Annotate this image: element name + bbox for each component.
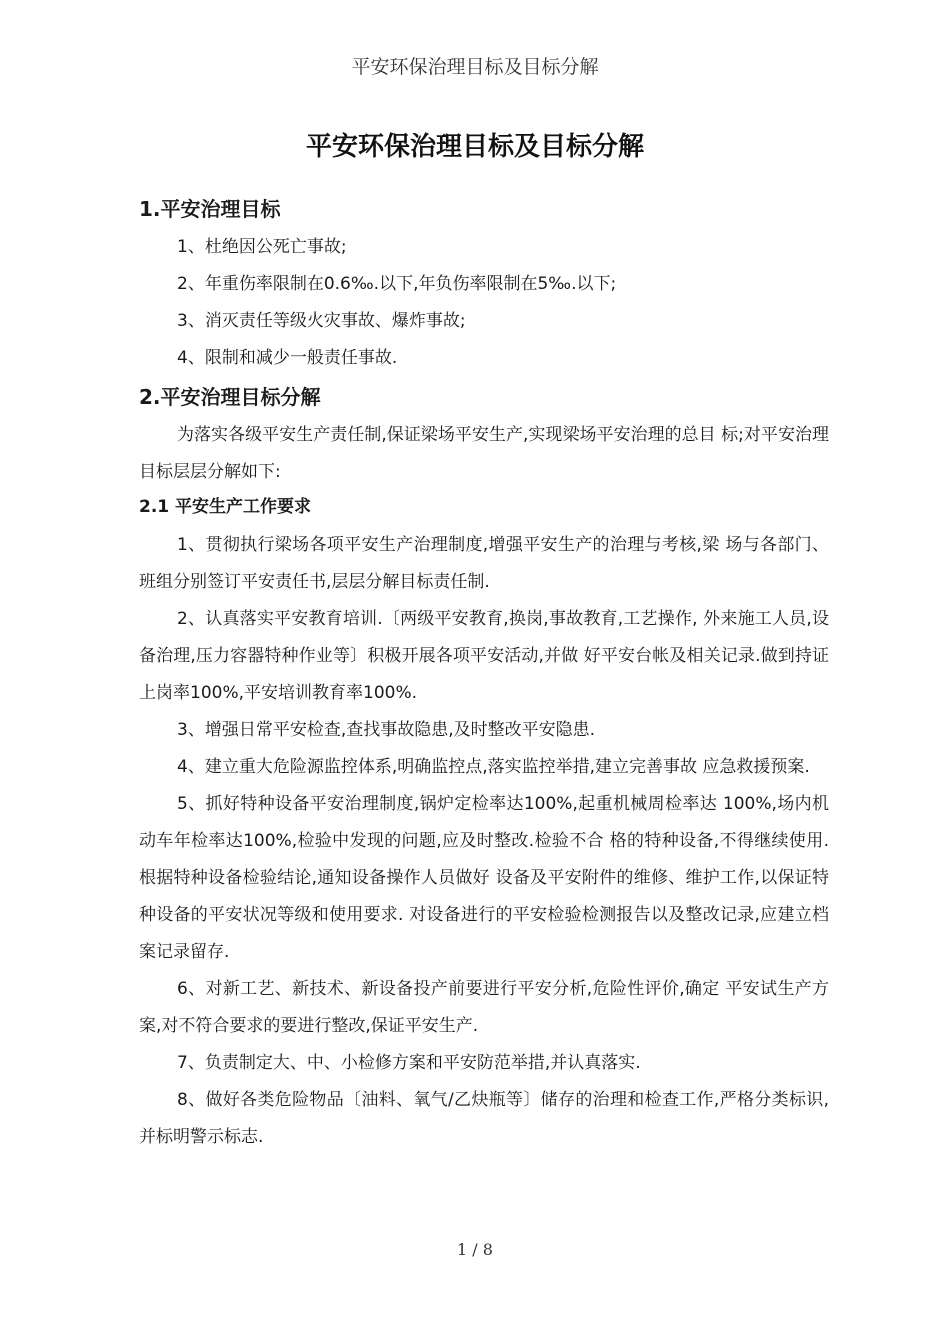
- document-title: 平安环保治理目标及目标分解: [305, 132, 644, 162]
- requirement-paragraph: 3、增强日常平安检查,查找事故隐患,及时整改平安隐患.: [177, 720, 596, 740]
- requirement-paragraph: 8、做好各类危险物品〔油料、氧气/乙炔瓶等〕储存的治理和检查工作,严格分类标识,并标明警示标志.: [139, 1090, 829, 1147]
- requirement-paragraph: 7、负责制定大、中、小检修方案和平安防范举措,并认真落实.: [177, 1053, 641, 1073]
- requirement-paragraph: 6、对新工艺、新技术、新设备投产前要进行平安分析,危险性评价,确定 平安试生产方案,对不符合要求的要进行整改,保证平安生产.: [139, 979, 829, 1036]
- running-header: 平安环保治理目标及目标分解: [351, 56, 599, 78]
- page-number: 1 / 8: [457, 1240, 493, 1259]
- requirement-paragraph: 2、认真落实平安教育培训.〔两级平安教育,换岗,事故教育,工艺操作, 外来施工人员,设备治理,压力容器特种作业等〕积极开展各项平安活动,并做 好平安台帐及相关记录.做到持证上岗率100%,平安培训教育率100%.: [139, 609, 829, 703]
- section-2-heading: 2.平安治理目标分解: [139, 385, 321, 409]
- section-1-heading: 1.平安治理目标: [139, 197, 281, 221]
- requirement-paragraph: 4、建立重大危险源监控体系,明确监控点,落实监控举措,建立完善事故 应急救援预案.: [177, 757, 810, 777]
- document-body: [139, 193, 829, 1156]
- subsection-2-1-heading: 2.1 平安生产工作要求: [139, 497, 312, 517]
- target-item: 2、年重伤率限制在0.6‰.以下,年负伤率限制在5‰.以下;: [177, 274, 617, 294]
- requirement-paragraph: 1、贯彻执行梁场各项平安生产治理制度,增强平安生产的治理与考核,梁 场与各部门、班组分别签订平安责任书,层层分解目标责任制.: [139, 535, 829, 592]
- target-item: 1、杜绝因公死亡事故;: [177, 237, 347, 257]
- requirement-paragraph: 5、抓好特种设备平安治理制度,锅炉定检率达100%,起重机械周检率达 100%,场内机动车年检率达100%,检验中发现的问题,应及时整改.检验不合 格的特种设备,不得继续使用.根据特种设备检验结论,通知设备操作人员做好 设备及平安附件的维修、维护工作,以保证特种设备的平安状况等级和使用要求. 对设备进行的平安检验检测报告以及整改记录,应建立档案记录留存.: [139, 794, 829, 962]
- target-item: 3、消灭责任等级火灾事故、爆炸事故;: [177, 311, 466, 331]
- target-item: 4、限制和减少一般责任事故.: [177, 348, 398, 368]
- section-2-intro: 为落实各级平安生产责任制,保证梁场平安生产,实现梁场平安治理的总目 标;对平安治理目标层层分解如下:: [139, 425, 829, 482]
